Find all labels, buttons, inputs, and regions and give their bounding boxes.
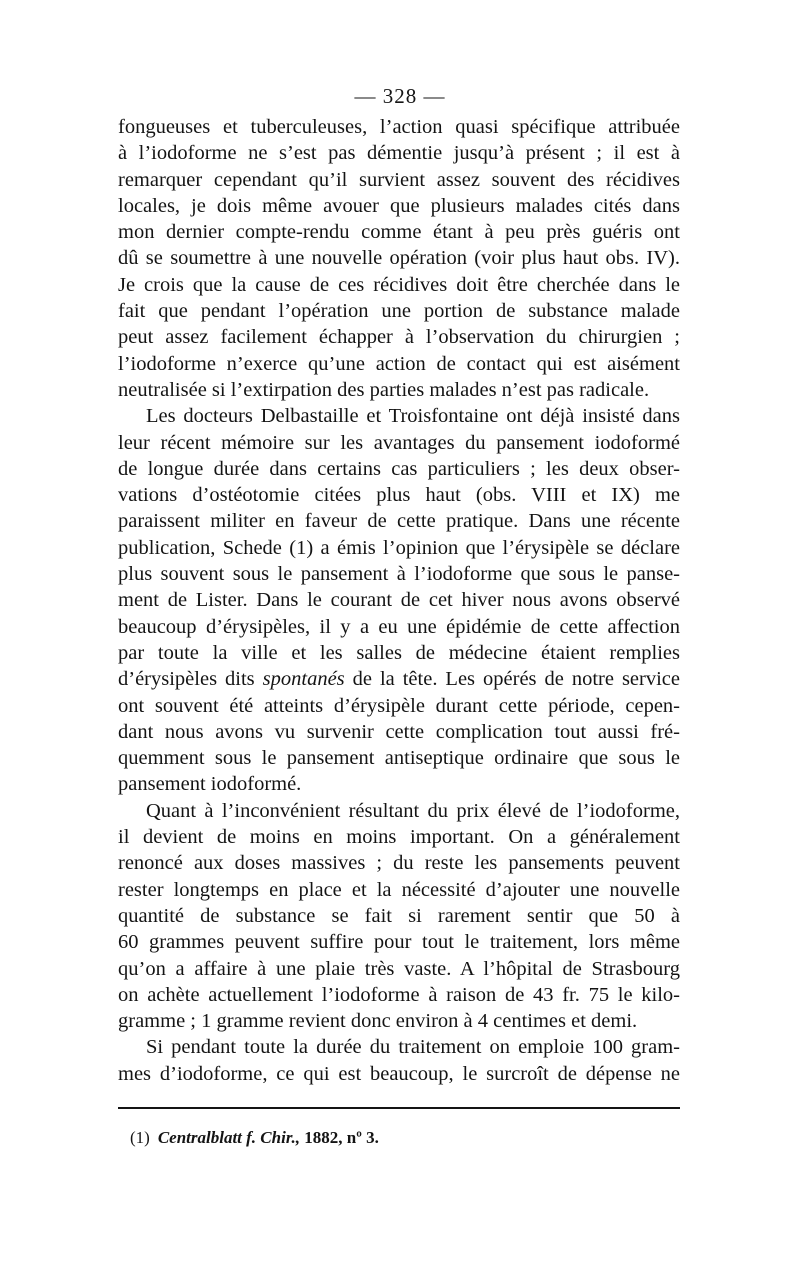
- footnote-reference: 1882, nº 3.: [300, 1128, 379, 1147]
- text-line: ment de Lister. Dans le courant de cet hiver nous avons observé: [118, 589, 680, 612]
- text-line: rester longtemps en place et la nécessité d’ajouter une nouvelle: [118, 878, 680, 901]
- emphasized-word: spontanés: [262, 668, 345, 691]
- text-line: l’iodoforme n’exerce qu’une action de contact qui est aisément: [118, 352, 680, 375]
- text-line: Si pendant toute la durée du traitement on emploie 100 gram-: [146, 1036, 680, 1059]
- text-line: vations d’ostéotomie citées plus haut (obs. VIII et IX) me: [118, 484, 680, 507]
- text-line: quemment sous le pansement antiseptique ordinaire que sous le: [118, 747, 680, 770]
- text-line: gramme ; 1 gramme revient donc environ à 4 centimes et demi.: [118, 1010, 638, 1033]
- text-line: dant nous avons vu survenir cette complication tout aussi fré-: [118, 720, 680, 743]
- text-line: beaucoup d’érysipèles, il y a eu une épidémie de cette affection: [118, 615, 680, 638]
- text-line: fait que pendant l’opération une portion de substance malade: [118, 300, 680, 323]
- text-segment: de la tête. Les opérés de notre service: [344, 668, 680, 691]
- text-line: il devient de moins en moins important. On a généralement: [118, 826, 680, 849]
- text-line: par toute la ville et les salles de médecine étaient remplies: [118, 641, 680, 664]
- text-line: quantité de substance se fait si rarement sentir que 50 à: [118, 904, 680, 927]
- text-line: plus souvent sous le pansement à l’iodoforme que sous le panse-: [118, 563, 680, 586]
- text-line: publication, Schede (1) a émis l’opinion que l’érysipèle se déclare: [118, 536, 680, 559]
- footnote-marker: (1): [130, 1128, 150, 1147]
- body-text: [118, 114, 680, 1087]
- text-line: leur récent mémoire sur les avantages du pansement iodoformé: [118, 431, 680, 454]
- text-line: locales, je dois même avouer que plusieurs malades cités dans: [118, 194, 680, 217]
- text-line: Je crois que la cause de ces récidives doit être cherchée dans le: [118, 273, 680, 296]
- text-line: 60 grammes peuvent suffire pour tout le traitement, lors même: [118, 931, 680, 954]
- text-line: Quant à l’inconvénient résultant du prix élevé de l’iodoforme,: [146, 799, 680, 822]
- text-line: dû se soumettre à une nouvelle opération (voir plus haut obs. IV).: [118, 247, 680, 270]
- text-line: qu’on a affaire à une plaie très vaste. A l’hôpital de Strasbourg: [118, 957, 680, 980]
- text-segment: d’érysipèles dits: [118, 668, 263, 691]
- text-line: Les docteurs Delbastaille et Troisfontaine ont déjà insisté dans: [146, 405, 680, 428]
- text-line: on achète actuellement l’iodoforme à raison de 43 fr. 75 le kilo-: [118, 983, 680, 1006]
- text-line: neutralisée si l’extirpation des parties malades n’est pas radicale.: [118, 378, 650, 401]
- text-line: paraissent militer en faveur de cette pratique. Dans une récente: [118, 510, 680, 533]
- text-line: [118, 666, 680, 692]
- text-line: renoncé aux doses massives ; du reste les pansements peuvent: [118, 852, 680, 875]
- text-line: de longue durée dans certains cas particuliers ; les deux obser-: [118, 457, 680, 480]
- footnote: [130, 1128, 670, 1148]
- text-line: ont souvent été atteints d’érysipèle durant cette période, cepen-: [118, 694, 680, 717]
- footnote-source: Centralblatt f. Chir.,: [157, 1128, 301, 1147]
- text-line: remarquer cependant qu’il survient assez souvent des récidives: [118, 168, 680, 191]
- text-line: mes d’iodoforme, ce qui est beaucoup, le surcroît de dépense ne: [118, 1062, 680, 1085]
- footnote-divider: [118, 1107, 680, 1109]
- text-line: à l’iodoforme ne s’est pas démentie jusqu’à présent ; il est à: [118, 142, 680, 165]
- text-line: mon dernier compte-rendu comme étant à peu près guéris ont: [118, 221, 680, 244]
- text-line: pansement iodoformé.: [118, 773, 302, 796]
- page-number: — 328 —: [354, 84, 446, 108]
- text-line: fongueuses et tuberculeuses, l’action quasi spécifique attribuée: [118, 116, 680, 138]
- text-line: peut assez facilement échapper à l’observation du chirurgien ;: [118, 326, 680, 349]
